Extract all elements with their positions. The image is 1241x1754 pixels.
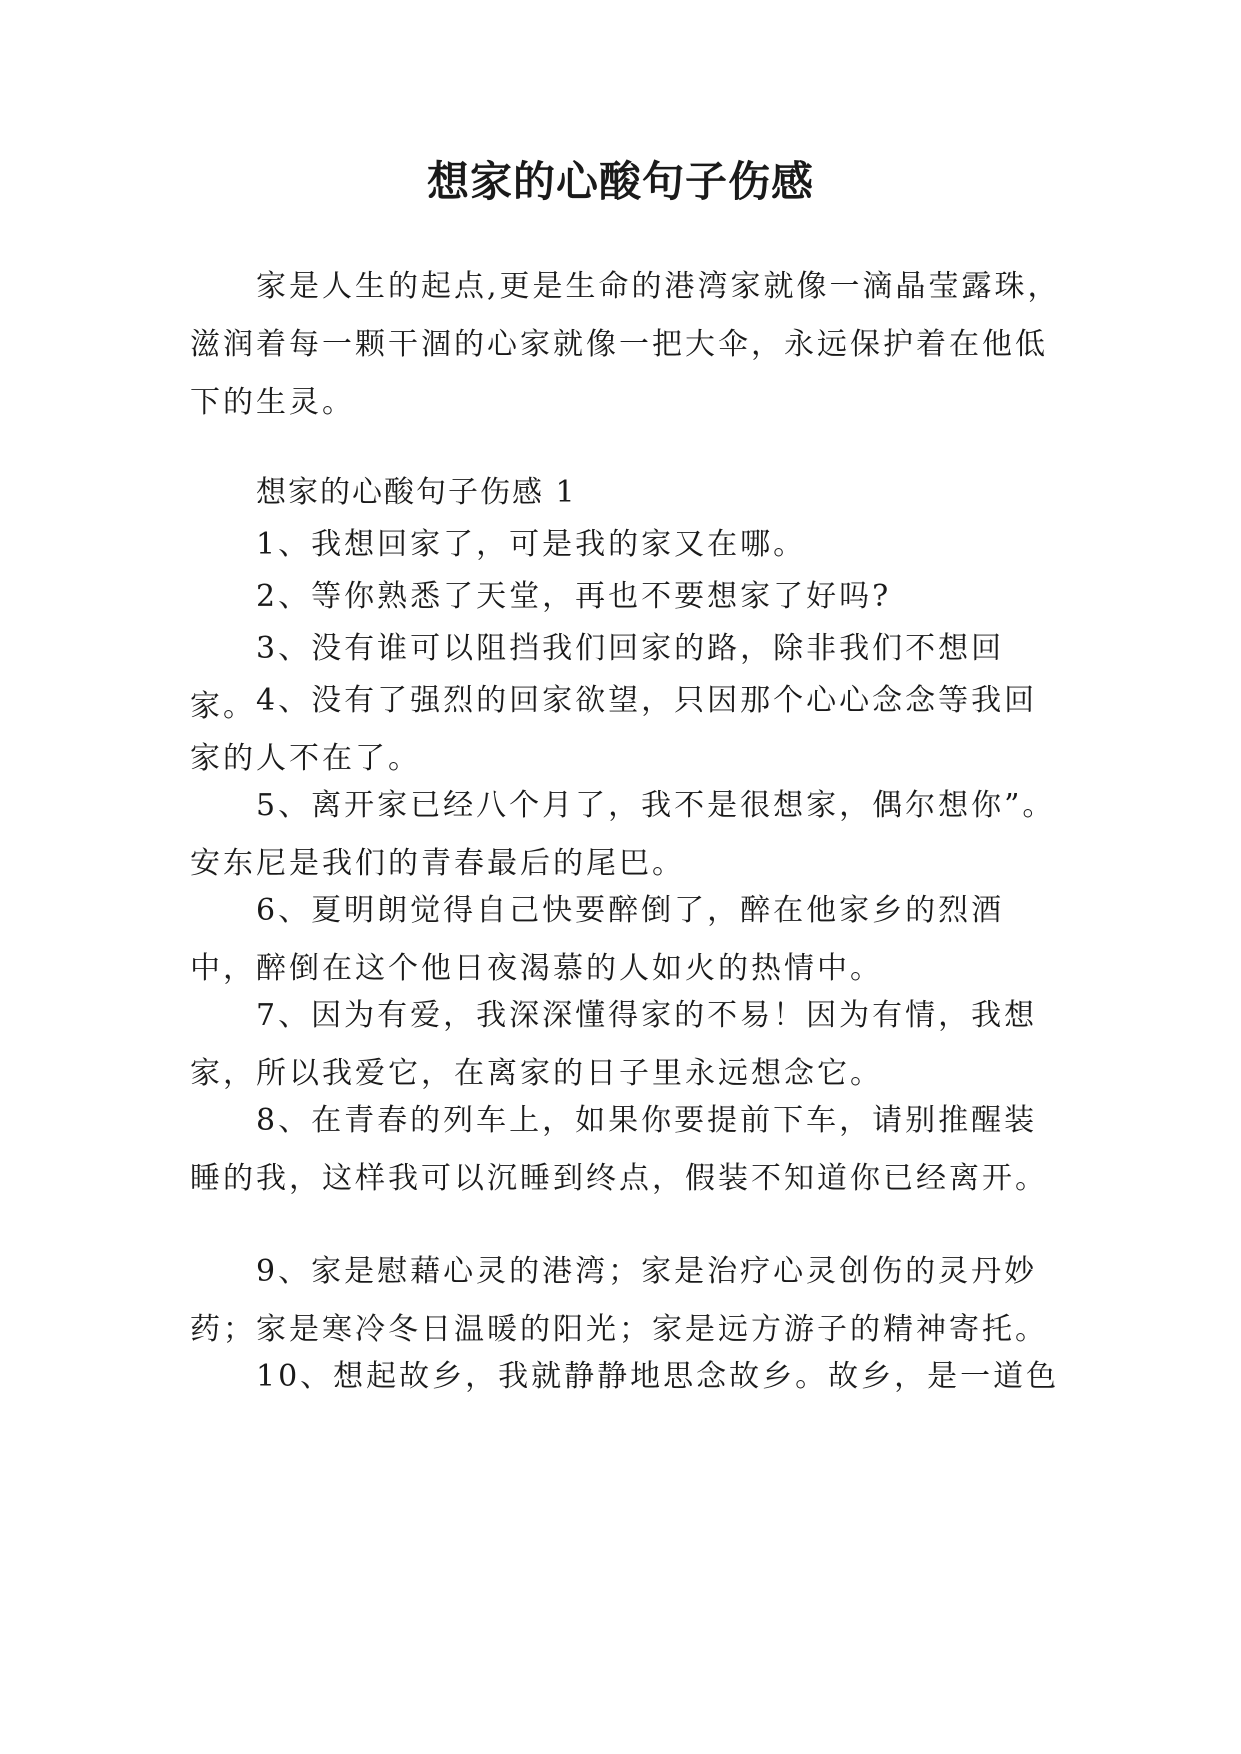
list-item [190, 568, 1070, 626]
list-item [190, 516, 1070, 574]
intro-paragraph [190, 258, 1070, 432]
list-item [190, 882, 1070, 998]
list-item [190, 1243, 1070, 1359]
list-item-text: 2、等你熟悉了天堂，再也不要想家了好吗? [256, 579, 892, 614]
list-item-text: 8、在青春的列车上，如果你要提前下车，请别推醒装睡的我，这样我可以沉睡到终点，假装不知道你已经离开。 [190, 1103, 1048, 1196]
intro-text: 家是人生的起点,更是生命的港湾家就像一滴晶莹露珠，滋润着每一颗干涸的心家就像一把大伞，永远保护着在他低下的生灵。 [190, 269, 1061, 420]
list-item-text: 9、家是慰藉心灵的港湾；家是治疗心灵创伤的灵丹妙药；家是寒冷冬日温暖的阳光；家是远方游子的精神寄托。 [190, 1254, 1048, 1347]
list-item-text: 7、因为有爱，我深深懂得家的不易！因为有情，我想家，所以我爱它，在离家的日子里永远想念它。 [190, 998, 1038, 1091]
list-item-text: 3、没有谁可以阻挡我们回家的路，除非我们不想回家。 [190, 631, 1005, 724]
list-item-text: 4、没有了强烈的回家欲望，只因那个心心念念等我回家的人不在了。 [190, 683, 1038, 776]
document-title: 想家的心酸句子伤感 [426, 157, 814, 206]
list-item [190, 1348, 1070, 1406]
list-item [190, 1092, 1070, 1208]
list-item-text: 5、离开家已经八个月了，我不是很想家，偶尔想你”。安东尼是我们的青春最后的尾巴。 [190, 788, 1056, 881]
list-item-text: 6、夏明朗觉得自己快要醉倒了，醉在他家乡的烈酒中，醉倒在这个他日夜渴慕的人如火的热情中。 [190, 893, 1005, 986]
section-heading: 想家的心酸句子伤感 1 [256, 475, 577, 510]
list-item [190, 987, 1070, 1103]
list-item [190, 777, 1070, 893]
list-item-text: 1、我想回家了，可是我的家又在哪。 [256, 527, 807, 562]
list-item [190, 672, 1070, 788]
list-item-text: 10、想起故乡，我就静静地思念故乡。故乡，是一道色 [256, 1359, 1060, 1394]
